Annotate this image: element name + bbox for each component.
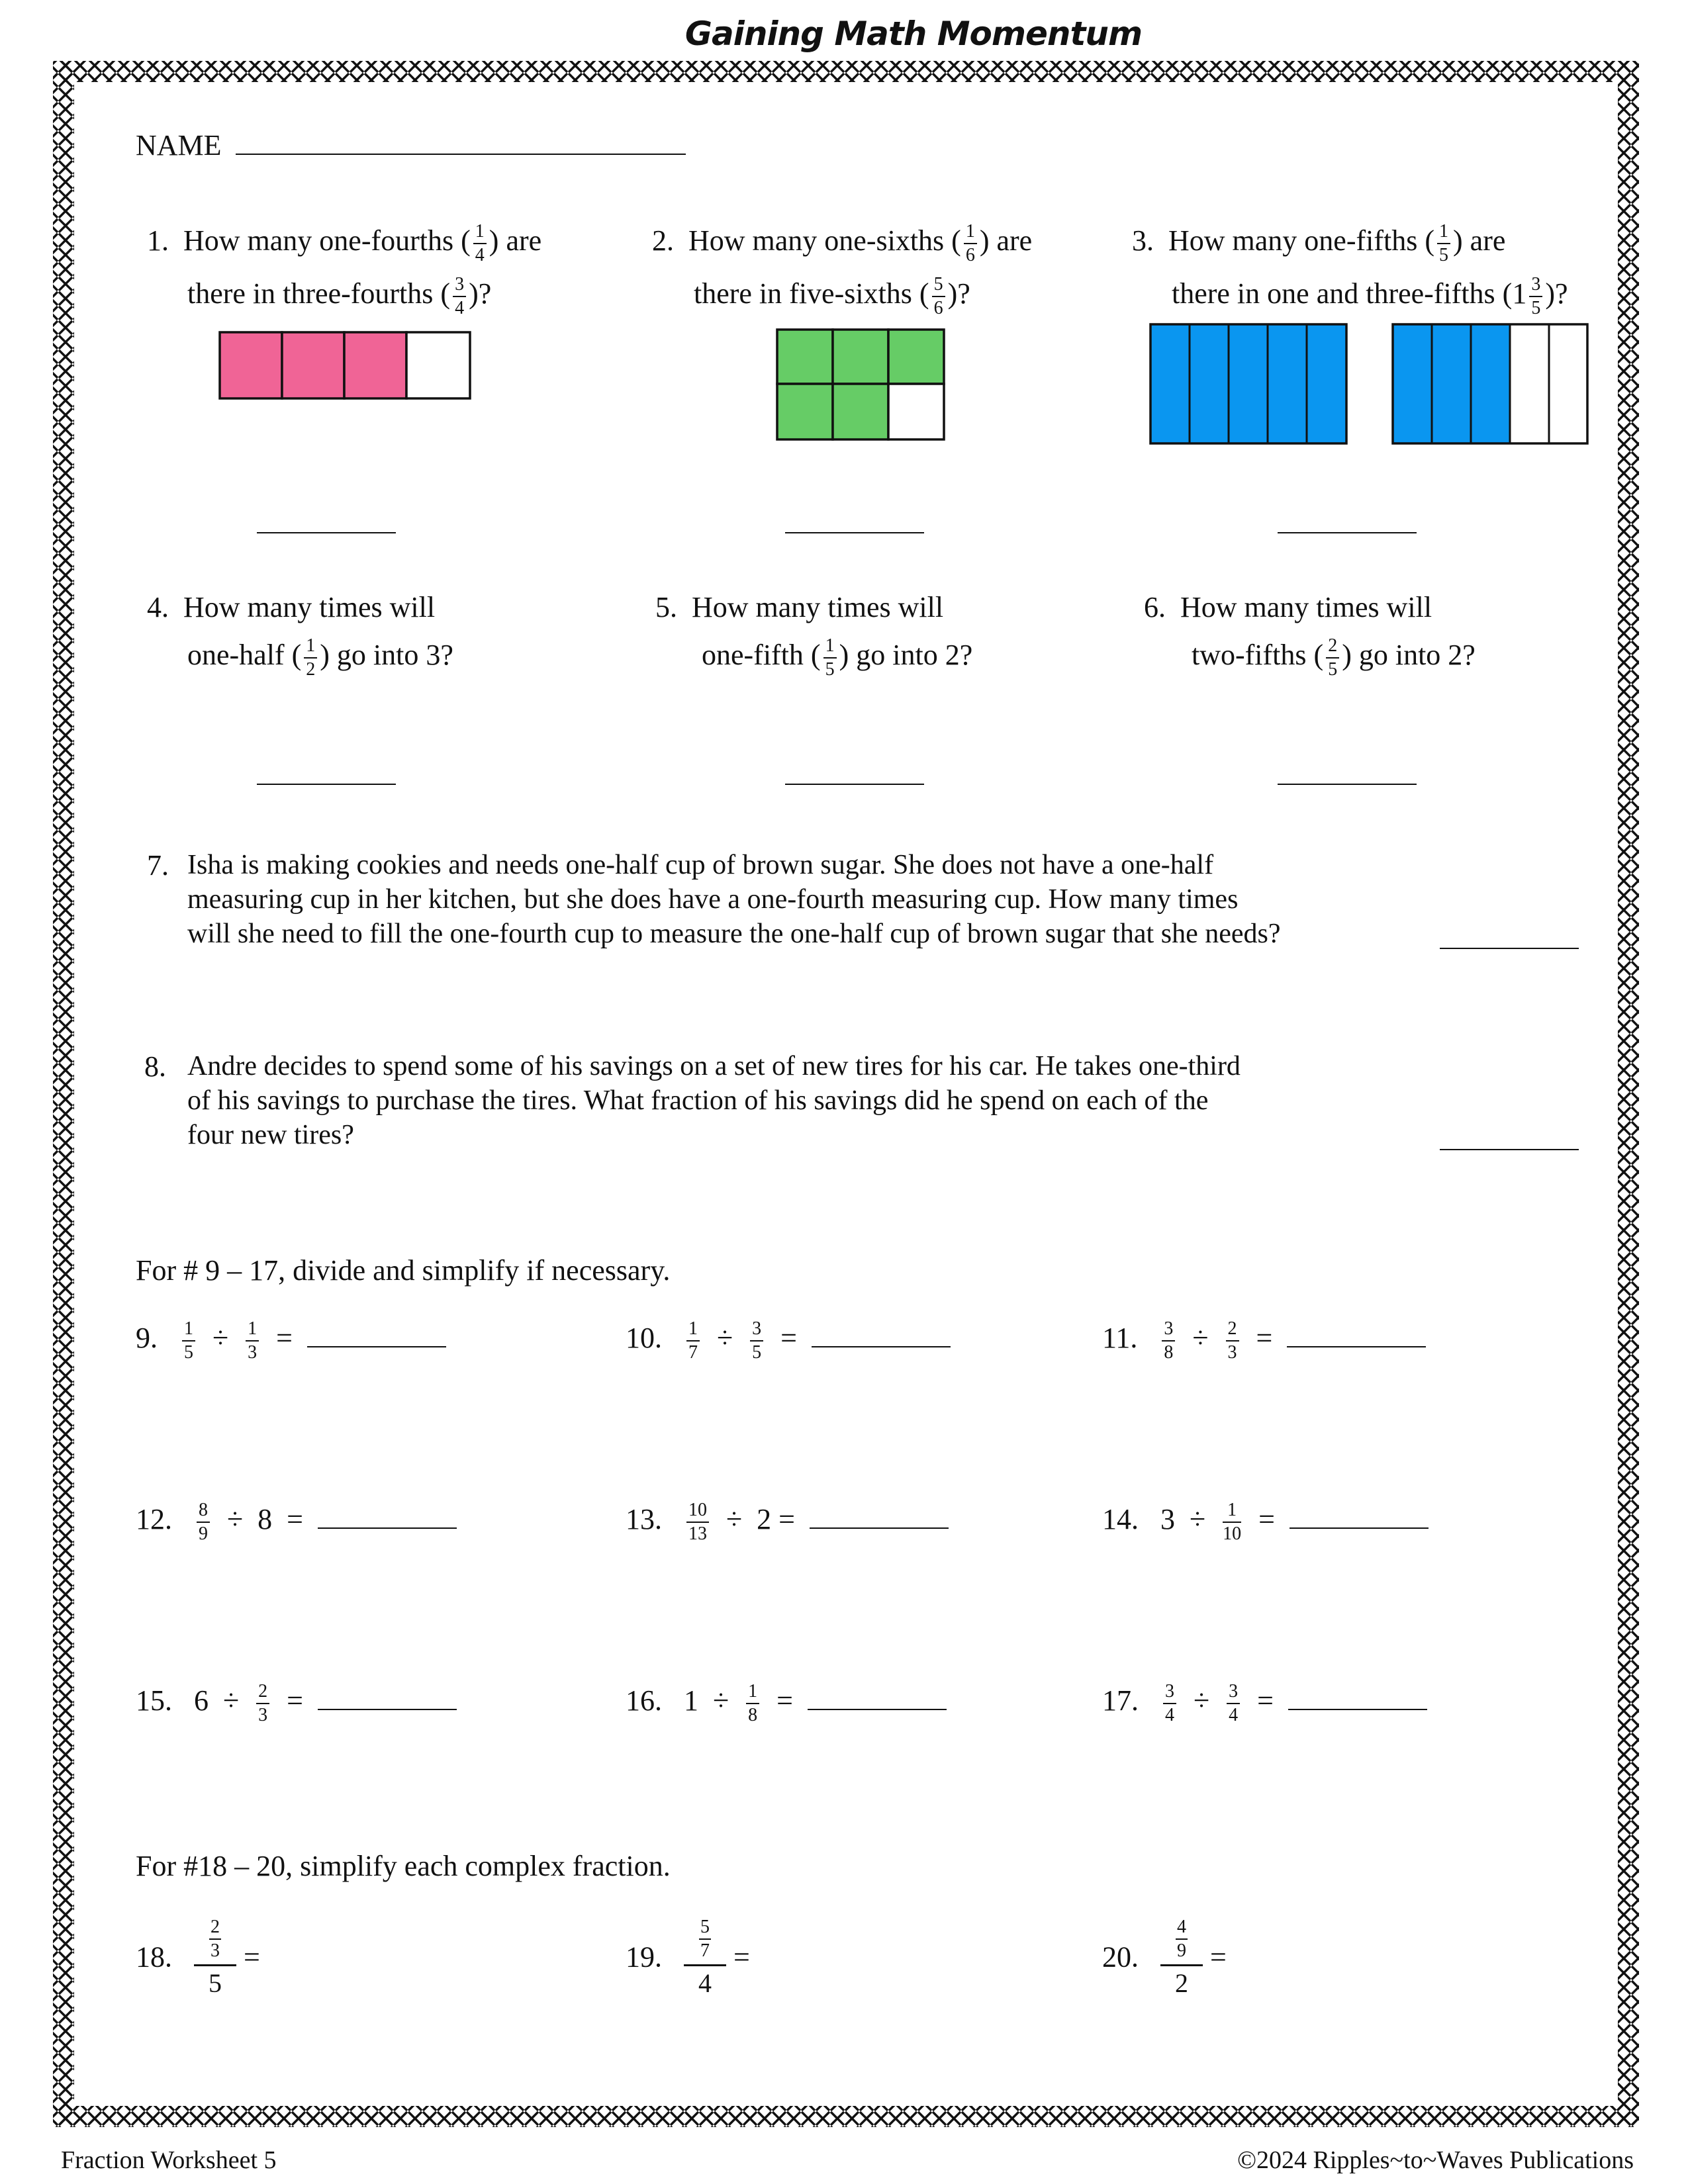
question-8-line-2: of his savings to purchase the tires. What fraction of his savings did he spend on each of the — [187, 1085, 1209, 1116]
question-text: How many times will — [1180, 591, 1432, 623]
question-5-line-2 — [702, 637, 972, 679]
fraction: $\frac{1}{5}$ — [1437, 222, 1450, 265]
question-1-line-2 — [187, 275, 491, 318]
footer-right: ©2024 Ripples~to~Waves Publications — [1237, 2146, 1634, 2174]
problem-17: 17. $\frac{3}{4}$ ÷ $\frac{3}{4}$ = — [1102, 1682, 1427, 1725]
question-text: )? — [469, 277, 492, 310]
question-text: ) go into 3? — [320, 639, 453, 672]
question-4 — [147, 593, 435, 622]
answer-blank-10[interactable] — [812, 1346, 951, 1347]
instructions-complex: For #18 – 20, simplify each complex fraction. — [136, 1850, 671, 1882]
equals-sign: = — [1256, 1322, 1273, 1355]
question-text: ) go into 2? — [1342, 639, 1476, 672]
divide-sign: ÷ — [1190, 1503, 1206, 1536]
question-8-line-1: Andre decides to spend some of his savings on a set of new tires for his car. He takes one-third — [187, 1051, 1241, 1081]
question-text: )? — [947, 277, 970, 310]
question-5 — [655, 593, 943, 622]
fraction: $\frac{2}{3}$ — [256, 1682, 269, 1725]
question-6 — [1144, 593, 1432, 622]
fraction-model-fifths-whole — [1149, 323, 1349, 446]
answer-blank-4[interactable] — [257, 784, 396, 785]
question-number: 2. — [652, 224, 674, 257]
fraction: $\frac{1}{5}$ — [823, 637, 837, 679]
fraction: $\frac{1}{8}$ — [746, 1682, 759, 1725]
question-2-line-2 — [694, 275, 970, 318]
page-title: Gaining Math Momentum — [684, 15, 1143, 53]
complex-fraction: $\frac{2}{3}$ 5 — [194, 1918, 236, 1997]
fraction: $\frac{1}{6}$ — [964, 222, 977, 265]
problem-12: 12. $\frac{8}{9}$ ÷ 8 = — [136, 1501, 457, 1543]
question-text: one-fifth ( — [702, 639, 821, 672]
question-number: 4. — [147, 591, 169, 623]
equals-sign: = — [287, 1503, 303, 1536]
problem-19: 19. $\frac{5}{7}$ 4 = — [626, 1917, 750, 1998]
question-number: 5. — [655, 591, 677, 623]
question-text: ) are — [1453, 224, 1506, 257]
fraction: $\frac{2}{3}$ — [1226, 1320, 1239, 1362]
divide-sign: ÷ — [717, 1322, 733, 1355]
divide-sign: ÷ — [223, 1684, 240, 1717]
question-number: 1. — [147, 224, 169, 257]
question-text: How many one-fourths ( — [183, 224, 471, 257]
question-text: there in five-sixths ( — [694, 277, 929, 310]
question-7-line-3: will she need to fill the one-fourth cup to measure the one-half cup of brown sugar that she needs? — [187, 919, 1281, 949]
problem-10: 10. $\frac{1}{7}$ ÷ $\frac{3}{5}$ = — [626, 1320, 951, 1362]
answer-blank-12[interactable] — [318, 1527, 457, 1529]
question-text: there in three-fourths ( — [187, 277, 451, 310]
fraction-model-sixths — [776, 328, 947, 442]
question-8-number: 8. — [144, 1050, 166, 1083]
answer-blank-11[interactable] — [1287, 1346, 1426, 1347]
answer-blank-1[interactable] — [257, 532, 396, 533]
footer-left: Fraction Worksheet 5 — [61, 2146, 277, 2174]
question-text: ) are — [979, 224, 1033, 257]
question-3-line-2 — [1172, 275, 1568, 318]
equals-sign: = — [244, 1940, 260, 1974]
problem-15: 15. 6 ÷ $\frac{2}{3}$ = — [136, 1682, 457, 1725]
instructions-divide: For # 9 – 17, divide and simplify if necessary. — [136, 1254, 671, 1287]
answer-blank-17[interactable] — [1288, 1709, 1427, 1710]
divide-sign: ÷ — [1192, 1322, 1209, 1355]
question-7-line-1: Isha is making cookies and needs one-half cup of brown sugar. She does not have a one-half — [187, 850, 1214, 880]
question-text: two-fifths ( — [1192, 639, 1324, 672]
complex-fraction: $\frac{4}{9}$ 2 — [1160, 1918, 1203, 1997]
equals-sign: = — [287, 1684, 303, 1717]
question-7-line-2: measuring cup in her kitchen, but she does have a one-fourth measuring cup. How many times — [187, 884, 1239, 915]
name-row — [136, 131, 686, 160]
question-text: How many one-sixths ( — [688, 224, 961, 257]
divide-sign: ÷ — [1194, 1684, 1210, 1717]
question-text: ) go into 2? — [839, 639, 973, 672]
answer-blank-5[interactable] — [785, 784, 924, 785]
problem-11: 11. $\frac{3}{8}$ ÷ $\frac{2}{3}$ = — [1102, 1320, 1426, 1362]
equals-sign: = — [780, 1322, 797, 1355]
fraction-model-fifths-partial — [1391, 323, 1590, 446]
equals-sign: = — [776, 1684, 793, 1717]
fraction: $\frac{1}{3}$ — [246, 1320, 259, 1362]
fraction: $\frac{1}{4}$ — [473, 222, 487, 265]
question-text: How many times will — [183, 591, 436, 623]
question-2 — [652, 222, 1032, 265]
fraction: $\frac{5}{6}$ — [932, 275, 945, 318]
name-label: NAME — [136, 129, 222, 161]
question-4-line-2 — [187, 637, 453, 679]
answer-blank-9[interactable] — [307, 1346, 446, 1347]
equals-sign: = — [276, 1322, 293, 1355]
question-3 — [1132, 222, 1505, 265]
problem-13: 13. $\frac{10}{13}$ ÷ 2 = — [626, 1501, 949, 1543]
fraction: $\frac{3}{4}$ — [1163, 1682, 1176, 1725]
fraction: $\frac{1}{5}$ — [182, 1320, 195, 1362]
equals-sign: = — [1210, 1940, 1227, 1974]
answer-blank-13[interactable] — [810, 1527, 949, 1529]
answer-blank-3[interactable] — [1278, 532, 1417, 533]
problem-16: 16. 1 ÷ $\frac{1}{8}$ = — [626, 1682, 947, 1725]
equals-sign: = — [1258, 1503, 1275, 1536]
fraction: $\frac{3}{4}$ — [453, 275, 466, 318]
question-7-number: 7. — [147, 849, 169, 882]
question-text: ) are — [489, 224, 542, 257]
answer-blank-15[interactable] — [318, 1709, 457, 1710]
question-1 — [147, 222, 541, 265]
divide-sign: ÷ — [713, 1684, 729, 1717]
problem-18: 18. $\frac{2}{3}$ 5 = — [136, 1917, 260, 1998]
answer-blank-6[interactable] — [1278, 784, 1417, 785]
question-text: How many times will — [692, 591, 944, 623]
name-field[interactable] — [236, 154, 686, 155]
question-text: How many one-fifths ( — [1168, 224, 1435, 257]
equals-sign: = — [1257, 1684, 1274, 1717]
fraction: $\frac{1}{2}$ — [304, 637, 317, 679]
fraction: $\frac{3}{5}$ — [1529, 275, 1542, 318]
problem-9: 9. $\frac{1}{5}$ ÷ $\frac{1}{3}$ = — [136, 1320, 446, 1362]
problem-20: 20. $\frac{4}{9}$ 2 = — [1102, 1917, 1227, 1998]
fraction: $\frac{3}{5}$ — [750, 1320, 763, 1362]
answer-blank-8[interactable] — [1440, 1149, 1579, 1150]
question-number: 3. — [1132, 224, 1154, 257]
question-6-line-2 — [1192, 637, 1476, 679]
question-number: 6. — [1144, 591, 1166, 623]
divide-sign: ÷ — [212, 1322, 229, 1355]
problem-14: 14. 3 ÷ $\frac{1}{10}$ = — [1102, 1501, 1429, 1543]
complex-fraction: $\frac{5}{7}$ 4 — [684, 1918, 726, 1997]
fraction: $\frac{8}{9}$ — [197, 1501, 210, 1543]
answer-blank-16[interactable] — [808, 1709, 947, 1710]
fraction: $\frac{1}{7}$ — [686, 1320, 700, 1362]
answer-blank-14[interactable] — [1289, 1527, 1429, 1529]
fraction: $\frac{10}{13}$ — [686, 1501, 709, 1543]
question-text: one-half ( — [187, 639, 302, 672]
divide-sign: ÷ — [726, 1503, 743, 1536]
question-8-line-3: four new tires? — [187, 1120, 354, 1150]
equals-sign: = — [733, 1940, 750, 1974]
question-text: )? — [1545, 277, 1568, 310]
answer-blank-2[interactable] — [785, 532, 924, 533]
fraction: $\frac{3}{8}$ — [1162, 1320, 1175, 1362]
fraction: $\frac{1}{10}$ — [1223, 1500, 1242, 1544]
answer-blank-7[interactable] — [1440, 948, 1579, 949]
divide-sign: ÷ — [227, 1503, 244, 1536]
question-text: there in one and three-fifths (1 — [1172, 277, 1527, 310]
equals-sign: = — [778, 1503, 795, 1536]
fraction: $\frac{2}{5}$ — [1326, 637, 1339, 679]
fraction-model-fourths — [218, 331, 474, 401]
fraction: $\frac{3}{4}$ — [1227, 1682, 1240, 1725]
